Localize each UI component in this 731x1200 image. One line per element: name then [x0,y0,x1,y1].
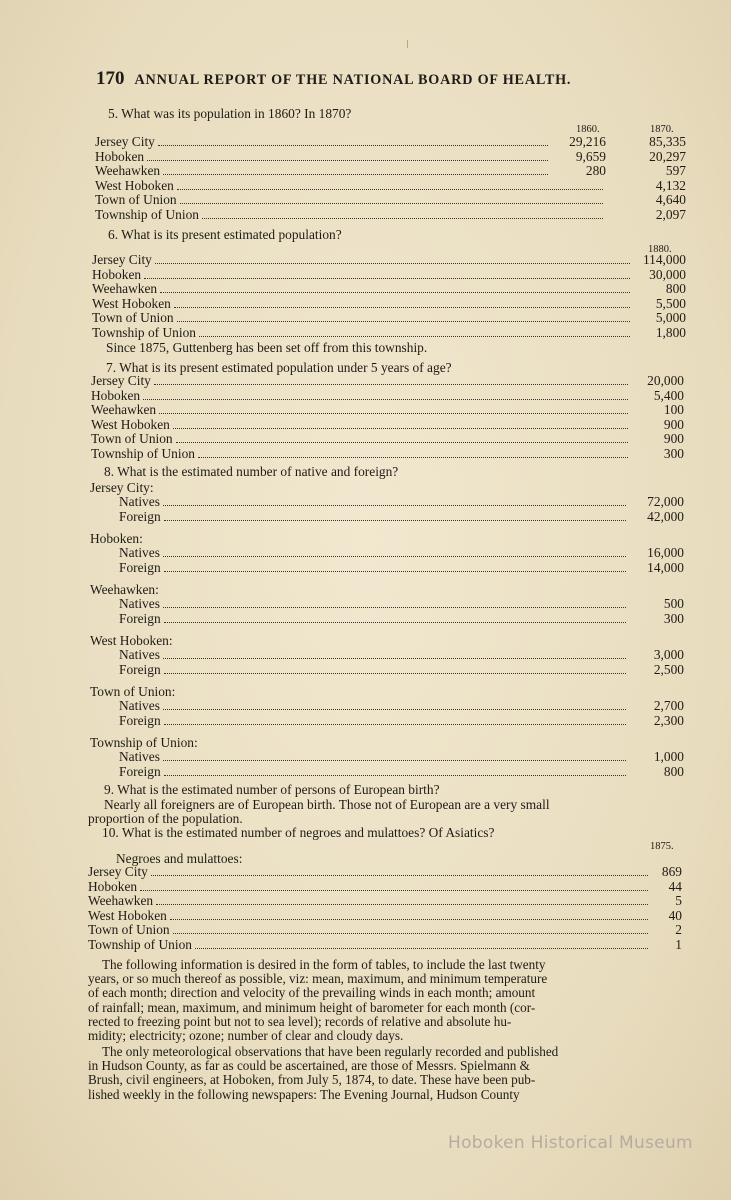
dot-leader [164,764,626,776]
row-label: Foreign [119,509,161,524]
q8-group-heading: Hoboken: [90,531,143,546]
dot-leader [151,864,648,876]
dot-leader [140,879,648,891]
q7-row [91,431,684,446]
foreign-value: 14,000 [647,560,684,575]
row-label: West Hoboken [91,416,170,432]
dot-leader [177,178,603,190]
q8-group-heading: Township of Union: [90,735,198,750]
natives-value: 500 [663,596,684,611]
q8-group-heading: West Hoboken: [90,633,173,648]
dot-leader [170,908,648,920]
row-label: Natives [119,596,160,611]
row-label: Foreign [119,560,161,575]
q8-natives-row [119,698,684,713]
dot-leader [198,446,628,458]
row-label: Natives [119,545,160,560]
value-1880: 5,500 [655,295,686,311]
row-label: Hoboken [92,266,142,282]
q7-row [91,446,684,461]
row-label: Hoboken [95,148,145,164]
dot-leader [195,937,648,949]
row-label: Hoboken [91,387,141,403]
dot-leader [163,163,548,175]
row-label: Weehawken [88,893,154,909]
row-label: Jersey City [92,252,152,267]
dot-leader [147,149,548,161]
question-7: 7. What is its present estimated population under 5 years of age? [106,360,452,375]
dot-leader [180,192,603,204]
value: 40 [668,907,682,923]
q6-col-1880: 1880. [648,244,672,255]
q6-row [92,252,686,267]
q8-natives-row [119,596,684,611]
question-5: 5. What was its population in 1860? In 1870? [108,106,352,121]
foreign-value: 800 [663,764,684,779]
q7-row [91,402,684,417]
q10-col-1875: 1875. [650,841,674,852]
q6-row [92,281,686,296]
q8-group-heading: Weehawken: [90,582,159,597]
dot-leader [163,494,626,506]
row-label: Town of Union [95,192,177,208]
value-1860: 9,659 [575,148,606,164]
row-label: Jersey City [88,864,148,879]
dot-leader [176,431,628,443]
row-label: Hoboken [88,878,138,894]
q6-note: Since 1875, Guttenberg has been set off from this township. [106,340,428,355]
q5-row [95,207,686,222]
q5-row [95,178,686,193]
row-label: Natives [119,494,160,509]
natives-value: 72,000 [647,494,684,509]
q10-row [88,864,682,879]
row-label: Foreign [119,713,161,728]
row-label: Foreign [119,611,161,626]
q5-col-1870: 1870. [650,124,674,135]
row-label: Town of Union [91,431,173,447]
question-9: 9. What is the estimated number of persons of European birth? [104,782,440,797]
q6-row [92,310,686,325]
value-1870: 4,640 [655,192,686,208]
q6-row [92,296,686,311]
q10-row [88,893,682,908]
dot-leader [164,560,626,572]
row-label: Weehawken [91,402,157,418]
paragraph-observations [88,1045,684,1102]
row-label: Township of Union [92,325,196,340]
value-1870: 85,335 [649,134,686,149]
q10-subhead: Negroes and mulattoes: [116,851,243,866]
dot-leader [163,647,626,659]
q8-natives-row [119,647,684,662]
dot-leader [177,310,630,322]
dot-leader [164,611,626,623]
value: 900 [663,416,684,432]
value: 2 [675,922,682,938]
row-label: West Hoboken [88,907,167,923]
row-label: Foreign [119,662,161,677]
value: 44 [668,878,682,894]
text-line: in Hudson County, as far as could be ascertained, are those of Messrs. Spielmann & [88,1058,530,1074]
dot-leader [174,296,630,308]
dot-leader [173,922,648,934]
foreign-value: 2,300 [653,713,684,728]
dot-leader [163,749,626,761]
text-line: Brush, civil engineers, at Hoboken, from July 5, 1874, to date. These have been pub- [88,1072,536,1088]
q8-group-heading: Town of Union: [90,684,176,699]
q5-row [95,149,686,164]
q8-natives-row [119,545,684,560]
row-label: West Hoboken [95,177,174,193]
q5-row [95,163,686,178]
row-label: Foreign [119,764,161,779]
q5-col-1860: 1860. [576,124,600,135]
row-label: West Hoboken [92,295,171,311]
page-mark [407,40,408,48]
q8-group-heading: Jersey City: [90,480,154,495]
page-title: ANNUAL REPORT OF THE NATIONAL BOARD OF HEALTH. [134,72,572,88]
dot-leader [155,252,630,264]
dot-leader [158,134,548,146]
q6-row [92,325,686,340]
question-8: 8. What is the estimated number of native and foreign? [104,464,399,479]
natives-value: 1,000 [653,749,684,764]
foreign-value: 2,500 [653,662,684,677]
row-label: Weehawken [92,281,158,297]
dot-leader [164,662,626,674]
foreign-value: 300 [663,611,684,626]
question-10: 10. What is the estimated number of negroes and mulattoes? Of Asiatics? [102,825,495,840]
text-line: midity; electricity; ozone; number of clear and cloudy days. [88,1028,404,1044]
value: 900 [663,431,684,447]
dot-leader [164,509,626,521]
text-line: years, or so much thereof as possible, viz: mean, maximum, and minimum temperature [88,971,548,987]
row-label: Jersey City [91,373,151,388]
dot-leader [199,325,630,337]
value-1870: 20,297 [649,148,686,164]
natives-value: 3,000 [653,647,684,662]
q9-answer-line-2: proportion of the population. [88,811,243,826]
q8-natives-row [119,494,684,509]
row-label: Natives [119,647,160,662]
value-1880: 114,000 [642,252,686,267]
row-label: Town of Union [88,922,170,938]
q10-row [88,879,682,894]
value: 20,000 [647,373,684,388]
row-label: Township of Union [91,446,195,461]
dot-leader [159,402,628,414]
dot-leader [202,207,603,219]
row-label: Township of Union [88,937,192,952]
dot-leader [163,596,626,608]
dot-leader [163,545,626,557]
value-1880: 1,800 [655,325,686,340]
dot-leader [164,713,626,725]
text-line: The only meteorological observations that have been regularly recorded and published [102,1044,559,1059]
q8-foreign-row [119,509,684,524]
q8-natives-row [119,749,684,764]
foreign-value: 42,000 [647,509,684,524]
q8-foreign-row [119,764,684,779]
text-line: rected to freezing point but not to sea level); records of relative and absolute hu- [88,1013,512,1029]
value: 5,400 [653,387,684,403]
q10-row [88,908,682,923]
q7-row [91,373,684,388]
value: 1 [675,937,682,952]
q10-row [88,922,682,937]
row-label: Weehawken [95,163,161,179]
q8-foreign-row [119,560,684,575]
q5-row [95,134,686,149]
value-1880: 800 [665,281,686,297]
row-label: Natives [119,698,160,713]
text-line: of each month; direction and velocity of the prevailing winds in each month; amount [88,985,536,1001]
question-6: 6. What is its present estimated population? [108,227,342,242]
natives-value: 2,700 [653,698,684,713]
q8-foreign-row [119,611,684,626]
value-1870: 2,097 [655,207,686,222]
dot-leader [160,281,630,293]
dot-leader [163,698,626,710]
text-line: of rainfall; mean, maximum, and minimum height of barometer for each month (cor- [88,999,536,1015]
q10-row [88,937,682,952]
value: 100 [663,402,684,418]
row-label: Natives [119,749,160,764]
dot-leader [143,388,628,400]
dot-leader [154,373,628,385]
value: 300 [663,446,684,461]
row-label: Township of Union [95,207,199,222]
value-1870: 4,132 [655,177,686,193]
q8-foreign-row [119,713,684,728]
row-label: Town of Union [92,310,174,326]
page-number: 170 [96,68,125,89]
paragraph-meteorology [88,958,684,1043]
q7-row [91,417,684,432]
value-1860: 280 [585,163,606,179]
value-1860: 29,216 [569,134,606,149]
value: 869 [661,864,682,879]
q8-foreign-row [119,662,684,677]
dot-leader [144,267,630,279]
value: 5 [675,893,682,909]
watermark: Hoboken Historical Museum [448,1133,693,1153]
dot-leader [156,893,648,905]
q5-row [95,192,686,207]
q6-row [92,267,686,282]
value-1880: 30,000 [649,266,686,282]
text-line: lished weekly in the following newspapers: The Evening Journal, Hudson County [88,1086,520,1102]
q9-answer-line-1: Nearly all foreigners are of European birth. Those not of European are a very small [104,797,550,812]
dot-leader [173,417,628,429]
row-label: Jersey City [95,134,155,149]
q7-row [91,388,684,403]
text-line: The following information is desired in the form of tables, to include the last twenty [102,957,546,972]
value-1880: 5,000 [655,310,686,326]
natives-value: 16,000 [647,545,684,560]
page-header [96,68,656,90]
value-1870: 597 [665,163,686,179]
